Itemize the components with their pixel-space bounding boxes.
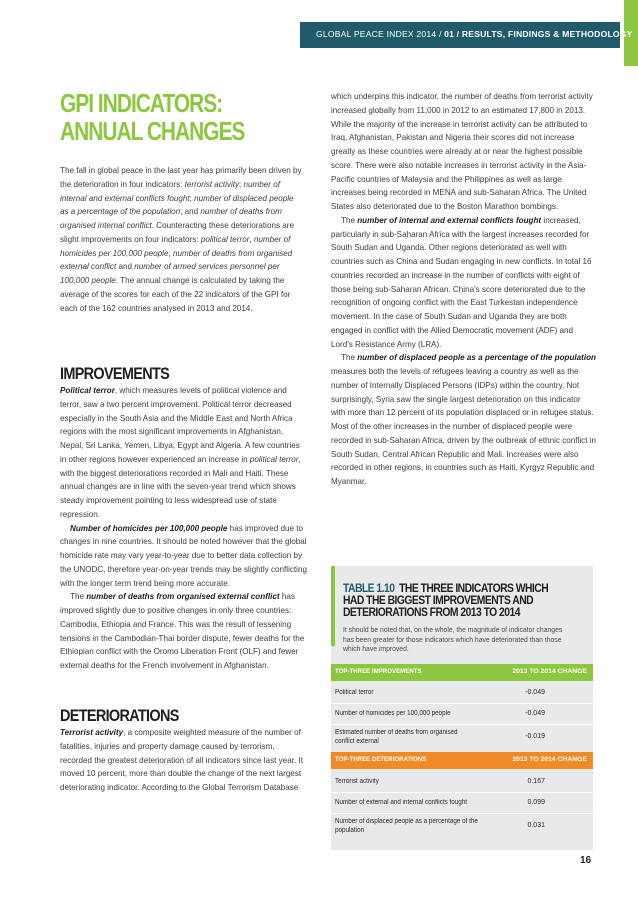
row-label: Political terror [335, 689, 374, 696]
term: number of deaths from organised external conflict [86, 592, 280, 602]
row-value: 0.031 [527, 822, 545, 829]
intro-text: , [168, 248, 173, 258]
improvements-header-row [331, 664, 593, 681]
row-value: 0.099 [527, 799, 545, 806]
table-row [331, 684, 593, 702]
table-row [331, 816, 593, 838]
term: number of internal and external conflicts fought [357, 215, 542, 225]
improvements-body [60, 384, 307, 673]
header-title: RESULTS, FINDINGS & METHODOLOGY [461, 29, 633, 39]
table-note: It should be noted that, on the whole, the magnitude of indicator changes has been greater for those indicators which have deteriorated than those which have improved. [343, 625, 563, 653]
intro-em: number of displaced people as a percentage of the population [60, 193, 294, 217]
row-value: -0.049 [525, 710, 545, 717]
right-column [331, 90, 596, 489]
table-label: TABLE 1.10 [343, 581, 395, 595]
column-header: TOP-THREE DETERIORATIONS [335, 756, 427, 763]
intro-em: political terror [200, 234, 250, 244]
row-divider [331, 703, 593, 704]
intro-em: number of deaths from organised internal conflict [60, 207, 282, 230]
table-row [331, 773, 593, 791]
table-accent [331, 566, 335, 646]
header-prefix: GLOBAL PEACE INDEX 2014 / [316, 29, 445, 39]
intro-text: . Counteracting these deteriorations are slight improvements on four indicators: [60, 221, 294, 244]
column-header: 2013 TO 2014 CHANGE [512, 668, 587, 675]
intro-text: The fall in global peace in the last year has primarily been driven by the deterioration in four indicators: [60, 166, 302, 189]
deteriorations-header-row [331, 752, 593, 769]
page-title-line2: ANNUAL CHANGES [60, 118, 245, 146]
intro-em: number of armed services personnel per 100,000 people [60, 262, 280, 285]
column-header: 2013 TO 2014 CHANGE [512, 756, 587, 763]
column-header: TOP-THREE IMPROVEMENTS [335, 668, 422, 675]
term: Terrorist activity [60, 728, 124, 737]
body-text: , which measures levels of political violence and terror, saw a two percent improvement. Political terror decreased especially in the South Asia and the Middle East and North Africa regions with the most significant improvements in Afghanistan, Nepal, Sri Lanka, Yemen, Libya, Egypt and Algeria. A few countries in other regions however experienced an increase in [60, 386, 300, 464]
body-text: The [341, 215, 358, 225]
intro-text: ; and [180, 207, 201, 217]
body-text: The [341, 353, 358, 363]
row-label: Number of external and internal conflicts fought [335, 799, 468, 806]
body-text: has improved due to changes in nine countries. It should be noted however that the global homicide rate may vary year-to-year due to better data collection by the UNODC, therefore year-on-year trends may be slightly conflicting with the longer term trend being more accurate. [60, 523, 307, 588]
row-divider [331, 724, 593, 725]
body-text: , with the biggest deteriorations recorded in Mali and Haiti. These annual changes are in line with the seven-year trend which shows steady improvement pointing to less widespread use of state repression. [60, 454, 301, 519]
intro-text: , [249, 234, 254, 244]
intro-text: ; [189, 193, 195, 203]
table-row [331, 705, 593, 723]
intro-em: number of deaths from organised external conflict [60, 248, 293, 272]
intro-paragraph [60, 164, 303, 315]
body-text: , a composite weighted measure of the number of fatalities, injuries and property damage caused by terrorism, recorded the greatest deterioration of all indicators since last year. It moved 10 percent, more than double the change of the next largest deteriorating indicator. According to the Global Terrorism Database [60, 728, 303, 792]
page-title [60, 90, 245, 146]
page-title-line1: GPI INDICATORS: [60, 90, 223, 118]
row-divider [331, 813, 593, 814]
intro-em: number of homicides per 100,000 people [60, 234, 291, 258]
row-value: 0.167 [527, 778, 545, 785]
row-label: Terrorist activity [335, 778, 379, 785]
body-text: which underpins this indicator, the number of deaths from terrorist activity increased globally from 11,000 in 2012 to an estimated 17,800 in 2013. While the majority of the increase in terrorist activity can be attributed to Iraq, Afghanistan, Pakistan and Nigeria their scores did not increase greatly as these countries were already at or near the highest possible score. There were also notable increases in terrorist activity in the Asia-Pacific countries of Malaysia and the Philippines as well as large increases being recorded in MENA and sub-Saharan Africa. The United States also deteriorated due to the Boston Marathon bombings. [331, 92, 593, 211]
term: Number of homicides per 100,000 people [70, 523, 228, 533]
deteriorations-body [60, 726, 303, 795]
improvements-heading: IMPROVEMENTS [60, 364, 170, 383]
body-text: increased, particularly in sub-Saharan Africa with the largest increases recorded for South Sudan and Uganda. Other regions deteriorated as well with countries such as China and Sudan engaging in new conflicts. In total 16 countries recorded an increase in the number of conflicts with eight of those being sub-Saharan African. China's score deteriorated due to the recognition of ongoing conflict with the East Turkestan independence movement. In the case of South Sudan and Uganda they are both engaged in conflict with the Allied Democratic movement (ADF) and Lord's Resistance Army (LRA). [331, 215, 592, 349]
page-number: 16 [580, 855, 592, 866]
intro-em: terrorist activity [184, 179, 240, 189]
row-label: Number of displaced people as a percentage of the population [335, 818, 478, 834]
intro-em: number of internal and external conflicts fought [60, 179, 280, 203]
body-text: The [70, 592, 87, 602]
table-title-text: THE THREE INDICATORS WHICH HAD THE BIGGEST IMPROVEMENTS AND DETERIORATIONS FROM 2013 TO 2014 [343, 581, 549, 619]
intro-text: and [116, 262, 135, 272]
table-title [343, 582, 558, 618]
row-value: -0.019 [525, 733, 545, 740]
header-section: 01 / [444, 29, 462, 39]
body-text: measures both the levels of refugees leaving a country as well as the number of Internally Displaced Persons (IDPs) within the country. Not surprisingly, Syria saw the single largest deterioration on this indicator with more than 12 percent of its population displaced or in refugee status. Most of the other increases in the number of displaced people were recorded in sub-Saharan Africa, driven by the outbreak of ethnic conflict in South Sudan, Central African Republic and Mali. Increases were also recorded in other regions, in countries such as Haiti, Kyrgyz Republic and Myanmar. [331, 367, 596, 486]
intro-text: . The annual change is calculated by taking the average of the scores for each of the 22 indicators of the GPI for each of the 162 countries analysed in 2013 and 2014. [60, 276, 291, 313]
row-value: -0.049 [525, 689, 545, 696]
term-em: political terror [249, 454, 299, 464]
table-row [331, 727, 593, 749]
deteriorations-heading: DETERIORATIONS [60, 706, 179, 725]
running-header [316, 29, 633, 39]
row-label: Estimated number of deaths from organised conflict external [335, 729, 458, 745]
term: number of displaced people as a percentage of the population [357, 353, 597, 363]
row-label: Number of homicides per 100,000 people [335, 710, 451, 717]
term: Political terror [60, 386, 115, 395]
table-row [331, 794, 593, 812]
body-text: has improved slightly due to positive changes in only three countries: Cambodia, Ethiopia and France. This was the result of lessening tensions in the Cambodian-Thai border dispute, fewer deaths for the Ethiopian conflict with the Oromo Liberation Front (OLF) and fewer external deaths for the French involvement in Afghanistan. [60, 592, 305, 670]
row-divider [331, 792, 593, 793]
intro-text: ; [239, 179, 244, 189]
